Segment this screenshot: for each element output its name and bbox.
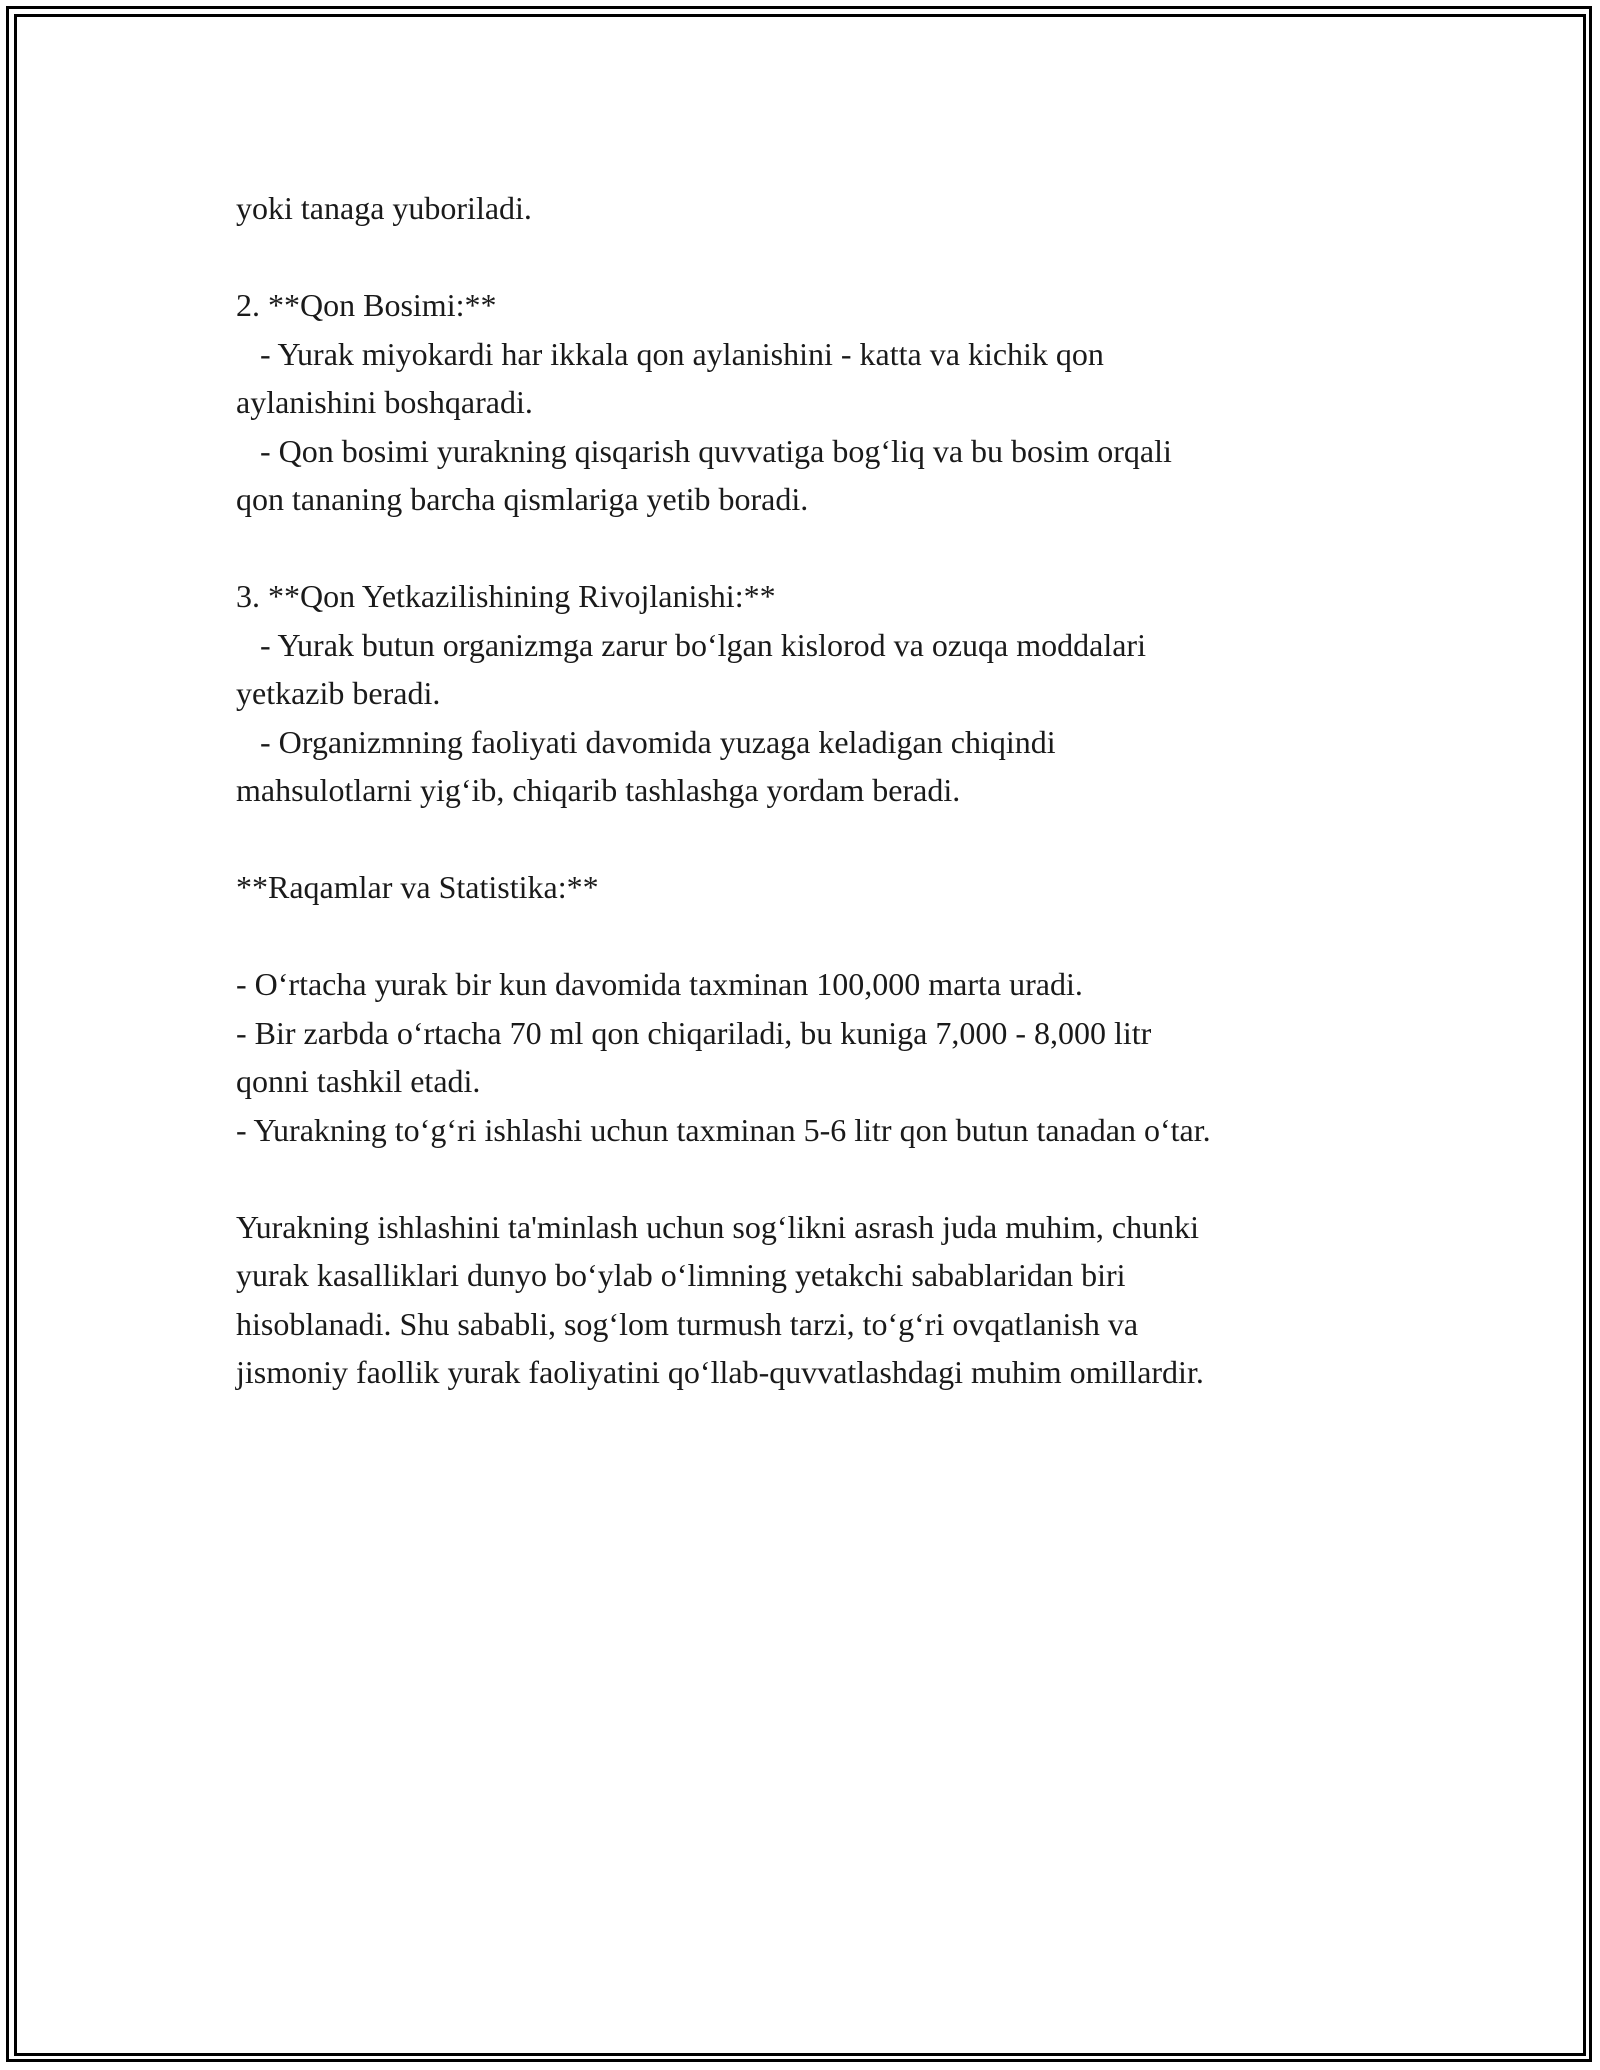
stats-heading: **Raqamlar va Statistika:** [236, 869, 599, 905]
section-3-bullet-2-line-2: mahsulotlarni yig‘ib, chiqarib tashlashga yordam beradi. [236, 772, 961, 808]
paragraph-spacer [236, 524, 1416, 573]
section-2-bullet-2-line-2: qon tananing barcha qismlariga yetib boradi. [236, 481, 809, 517]
document-body [236, 184, 1416, 1397]
paragraph-spacer [236, 815, 1416, 864]
section-3-bullet-1-line-1: - Yurak butun organizmga zarur bo‘lgan kislorod va ozuqa moddalari [236, 626, 1146, 663]
conclusion-line-2: yurak kasalliklari dunyo bo‘ylab o‘limning yetakchi sabablaridan biri [236, 1257, 1126, 1293]
stats-item-2-line-2: qonni tashkil etadi. [236, 1063, 481, 1099]
intro-line: yoki tanaga yuboriladi. [236, 190, 532, 226]
section-2-heading: 2. **Qon Bosimi:** [236, 287, 497, 323]
stats-item-3: - Yurakning to‘g‘ri ishlashi uchun taxminan 5-6 litr qon butun tanadan o‘tar. [236, 1111, 1211, 1148]
section-2-bullet-2-line-1: - Qon bosimi yurakning qisqarish quvvatiga bog‘liq va bu bosim orqali [236, 432, 1172, 469]
conclusion-line-4: jismoniy faollik yurak faoliyatini qo‘llab-quvvatlashdagi muhim omillardir. [236, 1354, 1204, 1390]
section-3-bullet-1-line-2: yetkazib beradi. [236, 675, 441, 711]
section-2-bullet-1-line-2: aylanishini boshqaradi. [236, 384, 533, 420]
paragraph-spacer [236, 912, 1416, 961]
conclusion-line-3: hisoblanadi. Shu sababli, sog‘lom turmush tarzi, to‘g‘ri ovqatlanish va [236, 1305, 1139, 1342]
section-2-bullet-1-line-1: - Yurak miyokardi har ikkala qon aylanishini - katta va kichik qon [236, 335, 1104, 372]
paragraph-spacer [236, 233, 1416, 282]
stats-item-1: - O‘rtacha yurak bir kun davomida taxminan 100,000 marta uradi. [236, 966, 1083, 1002]
stats-item-2-line-1: - Bir zarbda o‘rtacha 70 ml qon chiqariladi, bu kuniga 7,000 - 8,000 litr [236, 1014, 1152, 1051]
section-3-heading: 3. **Qon Yetkazilishining Rivojlanishi:** [236, 578, 776, 614]
section-3-bullet-2-line-1: - Organizmning faoliyati davomida yuzaga keladigan chiqindi [236, 723, 1056, 760]
paragraph-spacer [236, 1154, 1416, 1203]
conclusion-line-1: Yurakning ishlashini ta'minlash uchun sog‘likni asrash juda muhim, chunki [236, 1208, 1199, 1245]
